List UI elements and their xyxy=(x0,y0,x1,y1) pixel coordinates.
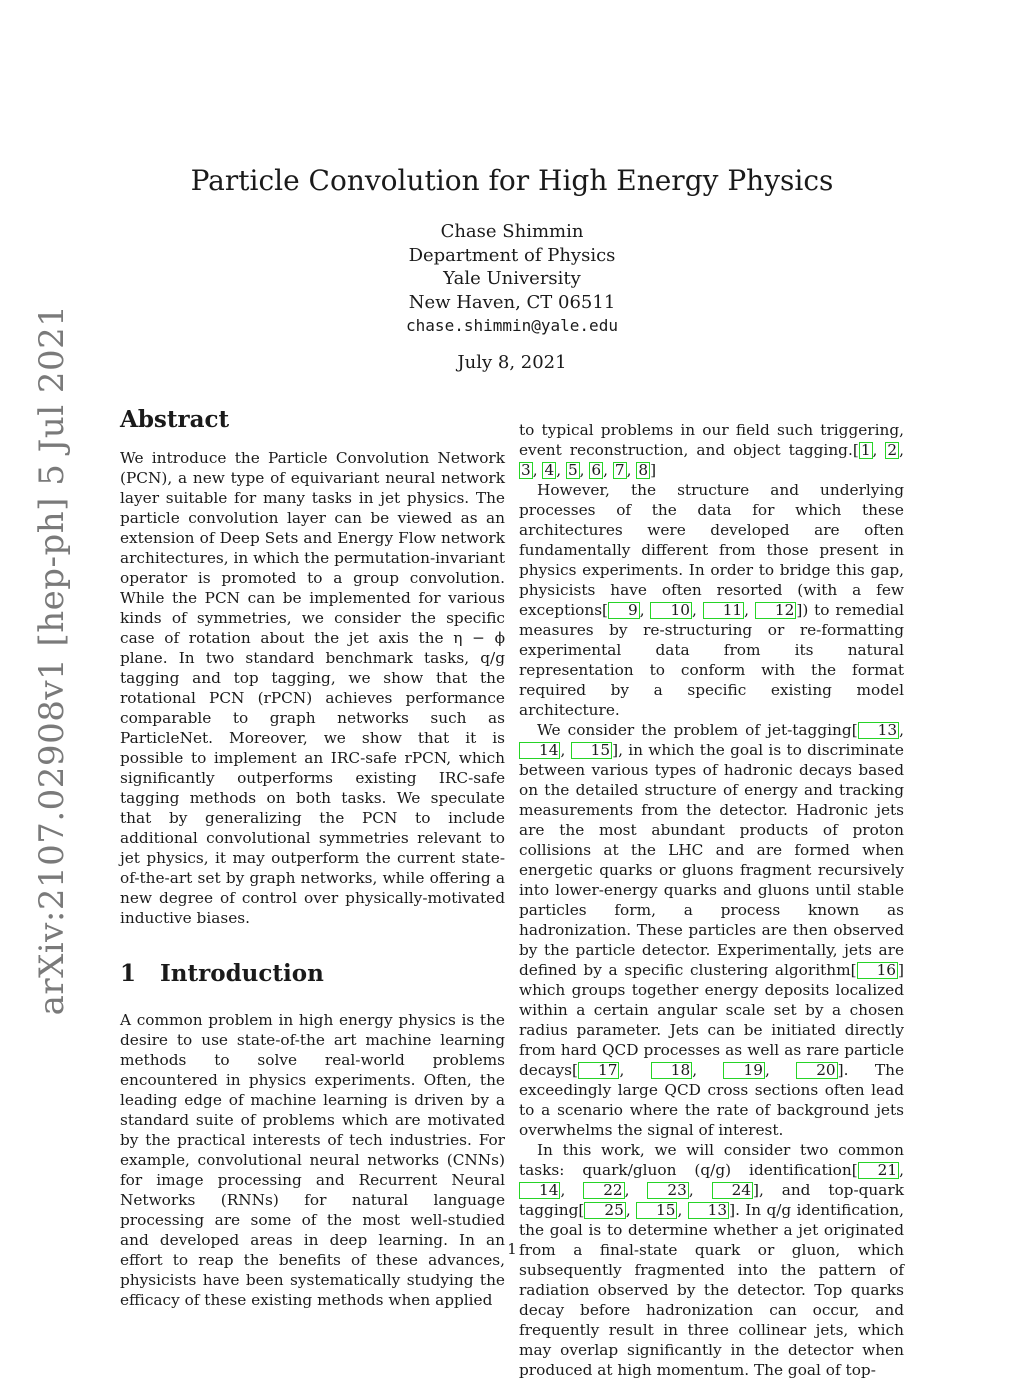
intro-paragraph-4 xyxy=(519,1140,904,1380)
citation-link[interactable]: 15 xyxy=(571,742,612,759)
citation-group[interactable]: [ 17 , 18 , 19 , 20 ] xyxy=(572,1061,844,1079)
paragraph-text: We consider the problem of jet-tagging xyxy=(537,721,852,739)
paragraph-text: , in which the goal is to discriminate between various types of hadronic decays based on the detailed structure of energy and tracking measurements from the detector. Hadronic jets are the most abundant products of proton collisions at the LHC and are formed when energetic quarks or gluons fragment recursively into lower-energy quarks and gluons until stable particles form, a process known as hadronization. These particles are then observed by the particle detector. Experimentally, jets are defined by a specific clustering algorithm xyxy=(519,741,904,979)
author-department: Department of Physics xyxy=(408,244,616,266)
citation-link[interactable]: 21 xyxy=(858,1162,899,1179)
citation-link[interactable]: 10 xyxy=(650,602,691,619)
citation-group[interactable]: [ 1 , 2 , 3 , 4 , 5 , 6 , 7 , 8 ] xyxy=(521,441,904,479)
author-name: Chase Shimmin xyxy=(440,221,584,242)
citation-group[interactable]: [ 21 , 14 , 22 , 23 , 24 ] xyxy=(519,1161,904,1199)
citation-group[interactable]: [ 13 , 14 , 15 ] xyxy=(519,721,904,759)
paragraph-text: which groups together energy deposits localized within a certain angular scale set by a chosen radius parameter. Jets can be initiated directly from hard QCD processes as well as rare particle decays xyxy=(519,981,904,1079)
citation-link[interactable]: 25 xyxy=(584,1202,625,1219)
paragraph-text: . In q/g identification, the goal is to determine whether a jet originated from a final-state quark or gluon, which subsequently fragmented into the pattern of radiation observed by the detector. Top quarks decay before hadronization can occur, and frequently result in three collinear jets, which may overlap significantly in the detector when produced at high momentum. The goal of top- xyxy=(519,1201,904,1379)
citation-link[interactable]: 24 xyxy=(712,1182,753,1199)
page-number: 1 xyxy=(507,1240,517,1258)
intro-paragraph-3: We consider the problem of jet-tagging[ 13 , 14 , 15 ], in which the goal is to discriminate between various types of hadronic decays based on the detailed structure of energy and tracking measurements from the detector. Hadronic jets are the most abundant products of proton collisions at the LHC and are formed when energetic quarks or gluons fragment recursively into lower-energy quarks and gluons until stable particles form, a process known as hadronization. These particles are then observed by the particle detector. Experimentally, jets are defined by a specific clustering algorithm[ 16 ] which groups together energy deposits localized within a certain angular scale set by a chosen radius parameter. Jets can be initiated directly from hard QCD processes as well as rare particle decays[ 17 , 18 , 19 , 20 ]. The exceedingly large QCD cross sections often lead to a scenario where the rate of background jets overwhelms the signal of interest. xyxy=(519,721,905,1139)
author-block xyxy=(0,220,1024,338)
section-heading-introduction xyxy=(120,960,505,987)
citation-link[interactable]: 14 xyxy=(519,742,560,759)
paragraph-text: to typical problems in our field such triggering, event reconstruction, and object tagging. xyxy=(519,421,904,459)
citation-link[interactable]: 19 xyxy=(723,1062,764,1079)
left-column xyxy=(120,406,505,1310)
paragraph-text: ) to remedial measures by re-structuring or re-formatting experimental data from its natural representation to conform with the format required by a specific existing model architecture. xyxy=(519,601,904,719)
citation-link[interactable]: 1 xyxy=(860,441,871,459)
paragraph-text: However, the structure and underlying processes of the data for which these architectures were developed are often fundamentally different from those present in physics experiments. In order to bridge this gap, physicists have often resorted (with a few exceptions xyxy=(519,481,904,619)
citation-link[interactable]: 4 xyxy=(544,461,555,479)
citation-link[interactable]: 8 xyxy=(638,461,649,479)
section-title: Introduction xyxy=(160,960,324,987)
citation-link[interactable]: 22 xyxy=(583,1182,624,1199)
citation-link[interactable]: 23 xyxy=(647,1182,688,1199)
citation-link[interactable]: 9 xyxy=(608,602,640,619)
paragraph-text: , and top-quark tagging xyxy=(519,1181,904,1219)
citation-link[interactable]: 13 xyxy=(858,722,899,739)
citation-link[interactable]: 7 xyxy=(614,461,625,479)
abstract-heading: Abstract xyxy=(120,406,230,433)
citation-link[interactable]: 14 xyxy=(519,1182,560,1199)
citation-link[interactable]: 6 xyxy=(591,461,602,479)
citation-link[interactable]: 5 xyxy=(567,461,578,479)
citation-link[interactable]: 12 xyxy=(755,602,796,619)
citation-link[interactable]: 20 xyxy=(796,1062,837,1079)
citation-link[interactable]: 15 xyxy=(636,1202,677,1219)
arxiv-identifier: arXiv:2107.02908v1 [hep-ph] 5 Jul 2021 xyxy=(32,304,72,1016)
citation-link[interactable]: 17 xyxy=(578,1062,619,1079)
citation-link[interactable]: 11 xyxy=(703,602,744,619)
right-column xyxy=(519,420,904,1380)
abstract-text: We introduce the Particle Convolution Network (PCN), a new type of equivariant neural network layer suitable for many tasks in jet physics. The particle convolution layer can be viewed as an extension of Deep Sets and Energy Flow network architectures, in which the permutation-invariant operator is promoted to a group convolution. While the PCN can be implemented for various kinds of symmetries, we consider the specific case of rotation about the jet axis the η − ϕ plane. In two standard benchmark tasks, q/g tagging and top tagging, we show that the rotational PCN (rPCN) achieves performance comparable to graph networks such as ParticleNet. Moreover, we show that it is possible to implement an IRC-safe rPCN, which significantly outperforms existing IRC-safe tagging methods on both tasks. We speculate that by generalizing the PCN to include additional convolutional symmetries relevant to jet physics, it may outperform the current state-of-the-art set by graph networks, while offering a new degree of control over physically-motivated inductive biases. xyxy=(120,449,505,927)
citation-link[interactable]: 18 xyxy=(651,1062,692,1079)
citation-link[interactable]: 3 xyxy=(521,461,531,479)
author-university: Yale University xyxy=(443,268,581,289)
paper-title: Particle Convolution for High Energy Physics xyxy=(190,164,834,197)
citation-link[interactable]: 13 xyxy=(688,1202,729,1219)
intro-paragraph-1: A common problem in high energy physics is the desire to use state-of-the art machine learning methods to solve real-world problems encountered in physics experiments. Often, the leading edge of machine learning is driven by a standard suite of problems which are motivated by the practical interests of tech industries. For example, convolutional neural networks (CNNs) for image processing and Recurrent Neural Networks (RNNs) for natural language processing are some of the most well-studied and developed areas in deep learning. In an effort to reap the benefits of these advances, physicists have been systematically studying the efficacy of these existing methods when applied xyxy=(120,1011,505,1309)
intro-paragraph-1-continued xyxy=(519,420,904,480)
citation-group[interactable]: [ 25 , 15 , 13 ] xyxy=(578,1201,736,1219)
paper-date: July 8, 2021 xyxy=(457,352,567,373)
intro-paragraph-2 xyxy=(519,480,904,720)
paragraph-text: In this work, we will consider two common tasks: quark/gluon (q/g) identification xyxy=(519,1141,904,1179)
citation-link[interactable]: 16 xyxy=(857,962,898,979)
paragraph-text: . The exceedingly large QCD cross sections often lead to a scenario where the rate of background jets overwhelms the signal of interest. xyxy=(519,1061,905,1139)
author-city: New Haven, CT 06511 xyxy=(408,291,616,313)
citation-link[interactable]: 2 xyxy=(887,441,898,459)
section-number: 1 xyxy=(120,960,137,987)
citation-group[interactable]: [ 9 , 10 , 11 , 12 ] xyxy=(602,601,803,619)
author-email[interactable]: chase.shimmin@yale.edu xyxy=(406,316,618,335)
